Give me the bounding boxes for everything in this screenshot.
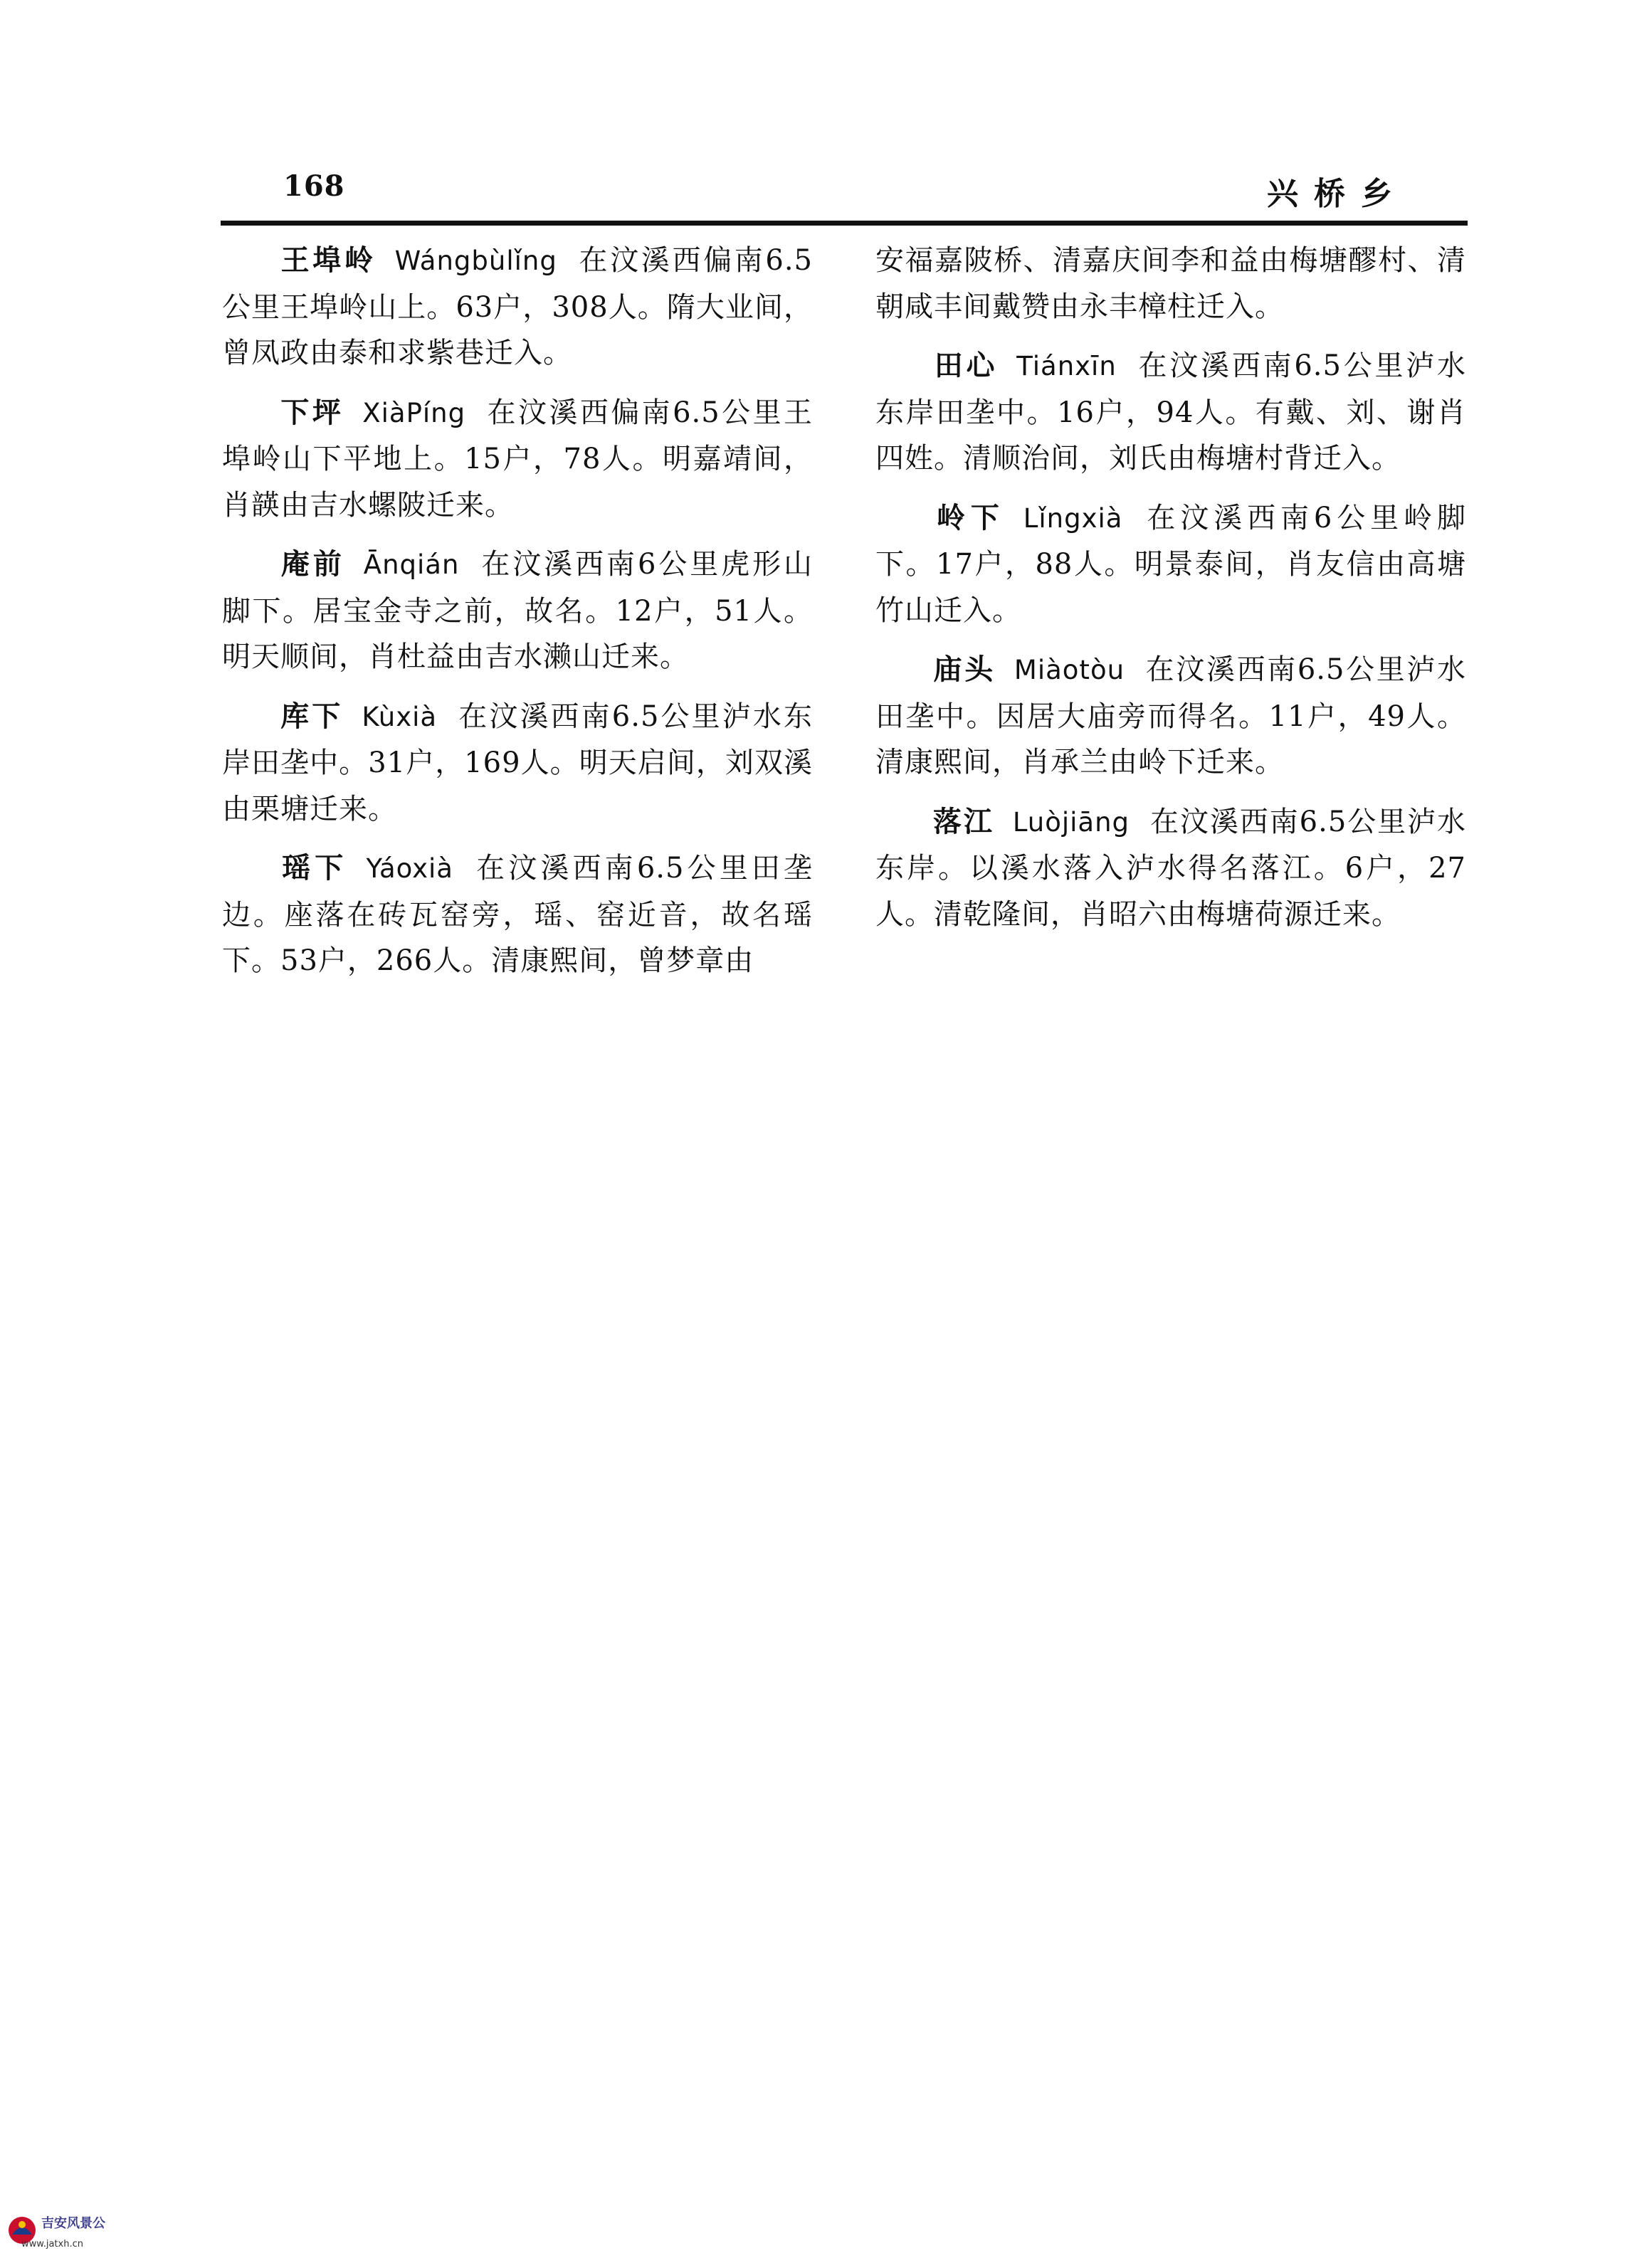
place-entry-xiaping [222, 390, 813, 529]
place-entry-anqian [222, 542, 813, 680]
place-entry-lingxia [875, 495, 1466, 634]
place-entry-tianxin [875, 343, 1466, 482]
watermark-site-name: 吉安风景公 [41, 2216, 105, 2231]
place-entry-yaoxia [222, 845, 813, 984]
place-description: 在汶溪西偏南6.5公里王埠岭山下平地上。15户，78人。明嘉靖间，肖韺由吉水螺陂迁来。 [222, 396, 813, 522]
header-rule [221, 221, 1468, 226]
place-pinyin: Ānqián [363, 549, 460, 580]
place-description: 在汶溪西南6.5公里泸水东岸。以溪水落入泸水得名落江。6户，27人。清乾隆间，肖昭六由梅塘荷源迁来。 [875, 805, 1466, 931]
place-name: 瑶下 [279, 851, 348, 885]
place-description: 在汶溪西南6.5公里田垄边。座落在砖瓦窑旁，瑶、窑近音，故名瑶下。53户，266人。清康熙间，曾梦章由 [222, 852, 814, 977]
place-description: 在汶溪西南6.5公里泸水东岸田垄中。31户，169人。明天启间，刘双溪由栗塘迁来。 [222, 700, 813, 826]
continued-text [875, 238, 1466, 329]
place-pinyin: Yáoxià [366, 853, 453, 884]
place-pinyin: Luòjiāng [1012, 806, 1130, 838]
place-name: 王埠岭 [279, 243, 377, 277]
place-pinyin: XiàPíng [362, 397, 466, 428]
place-description: 在汶溪西南6.5公里泸水东岸田垄中。16户，94人。有戴、刘、谢肖四姓。清顺治间，刘氏由梅塘村背迁入。 [875, 349, 1466, 475]
place-pinyin: Tiánxīn [1016, 351, 1117, 381]
watermark-url: www.jatxh.cn [21, 2239, 83, 2249]
running-head: 兴桥乡 [1267, 176, 1408, 212]
place-description: 在汶溪西南6.5公里泸水田垄中。因居大庙旁而得名。11户，49人。清康熙间，肖承兰由岭下迁来。 [875, 653, 1467, 779]
place-pinyin: Kùxià [362, 701, 438, 732]
place-name: 庵前 [279, 547, 345, 581]
place-pinyin: Lǐngxià [1023, 502, 1123, 534]
place-description: 在汶溪西偏南6.5公里王埠岭山上。63户，308人。隋大业间，曾凤政由泰和求紫巷迁入。 [222, 244, 813, 369]
place-entry-wangbuling [222, 238, 813, 376]
page-number: 168 [283, 169, 345, 203]
place-name: 岭下 [932, 500, 1005, 534]
place-entry-miaotou [875, 647, 1466, 786]
place-description: 在汶溪西南6公里岭脚下。17户，88人。明景泰间，肖友信由高塘竹山迁入。 [875, 501, 1467, 627]
site-watermark [6, 2212, 155, 2262]
place-name: 田心 [932, 349, 999, 382]
place-description-continuation: 安福嘉陂桥、清嘉庆间李和益由梅塘醪村、清朝咸丰间戴赞由永丰樟柱迁入。 [875, 244, 1466, 323]
place-name: 落江 [932, 804, 994, 838]
place-name: 庙头 [932, 653, 996, 686]
place-entry-kuxia [222, 694, 813, 833]
place-pinyin: Wángbùlǐng [394, 246, 557, 276]
place-name: 下坪 [279, 395, 344, 429]
left-column [222, 238, 813, 998]
place-description: 在汶溪西南6公里虎形山脚下。居宝金寺之前，故名。12户，51人。明天顺间，肖杜益由吉水濑山迁来。 [222, 548, 813, 673]
place-name: 库下 [279, 699, 344, 733]
place-entry-luojiang [875, 799, 1466, 938]
place-pinyin: Miàotòu [1014, 655, 1125, 685]
right-column [875, 238, 1466, 951]
